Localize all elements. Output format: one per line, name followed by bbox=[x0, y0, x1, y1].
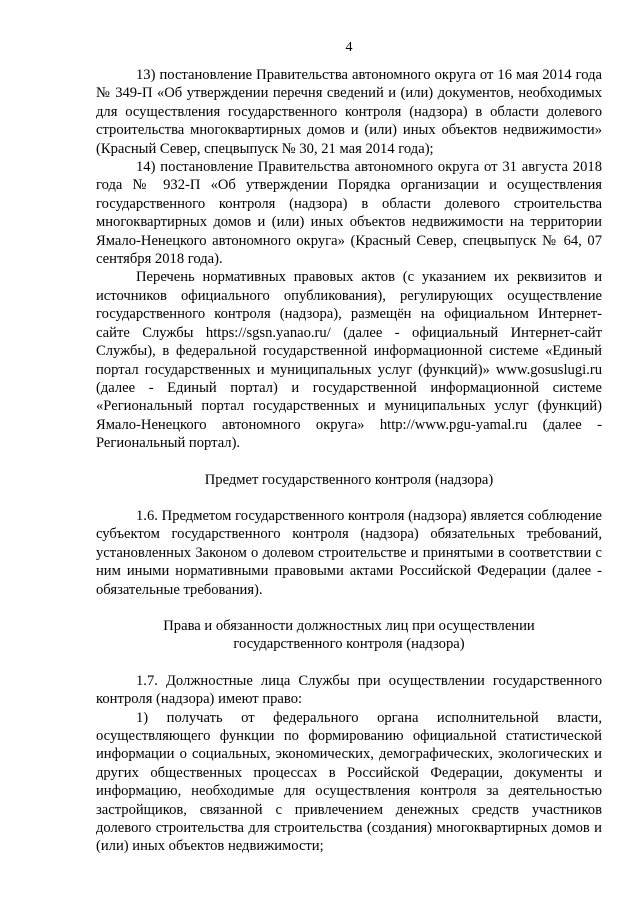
list-item-13: 13) постановление Правительства автономного округа от 16 мая 2014 года № 349-П «Об утверждении перечня сведений и (или) документов, необходимых для осуществления государственного контроля (надзора) в области долевого строительства многоквартирных домов и (или) иных объектов недвижимости» (Красный Север, спецвыпуск № 30, 21 мая 2014 года); bbox=[96, 67, 602, 157]
section-heading-rights-line1: Права и обязанности должностных лиц при осуществлении bbox=[163, 617, 535, 634]
clause-1-7: 1.7. Должностные лица Службы при осуществлении государственного контроля (надзора) имеют право: bbox=[96, 672, 602, 708]
clause-1-6: 1.6. Предметом государственного контроля (надзора) является соблюдение субъектом государственного контроля (надзора) обязательных требований, установленных Законом о долевом строительстве и принятыми в соответствии с ним иными нормативными правовыми актами Российской Федерации (далее - обязательные требования). bbox=[96, 507, 602, 598]
section-heading-subject: Предмет государственного контроля (надзора) bbox=[204, 471, 494, 488]
page-number: 4 bbox=[345, 40, 353, 55]
clause-1-7-item-1: 1) получать от федерального органа исполнительной власти, осуществляющего функции по формированию официальной статистической информации о социальных, экономических, демографических, экологических и других общественных процессах в Российской Федерации, документы и информацию, необходимые для осуществления контроля за деятельностью застройщиков, связанной с привлечением денежных средств участников долевого строительства для строительства (создания) многоквартирных домов и (или) иных объектов недвижимости; bbox=[96, 709, 602, 855]
list-item-14: 14) постановление Правительства автономного округа от 31 августа 2018 года № 932-П «Об утверждении Порядка организации и осуществления государственного контроля (надзора) в области долевого строительства многоквартирных домов и (или) иных объектов недвижимости на территории Ямало-Ненецкого автономного округа» (Красный Север, спецвыпуск № 64, 07 сентября 2018 года). bbox=[96, 159, 602, 268]
document-body bbox=[96, 66, 602, 856]
document-page bbox=[96, 0, 602, 905]
section-heading-rights bbox=[96, 617, 602, 654]
section-heading-rights-line2: государственного контроля (надзора) bbox=[233, 636, 465, 653]
legal-acts-paragraph: Перечень нормативных правовых актов (с указанием их реквизитов и источников официального опубликования), регулирующих осуществление государственного контроля (надзора), размещён на официальном Интернет-сайте Службы https://sgsn.yanao.ru/ (далее - официальный Интернет-сайт Службы), в федеральной государственной информационной системе «Единый портал государственных и муниципальных услуг (функций)» www.gosuslugi.ru (далее - Единый портал) и государственной информационной системе «Региональный портал государственных и муниципальных услуг (функций) Ямало-Ненецкого автономного округа» http://www.pgu-yamal.ru (далее - Региональный портал). bbox=[96, 269, 602, 452]
